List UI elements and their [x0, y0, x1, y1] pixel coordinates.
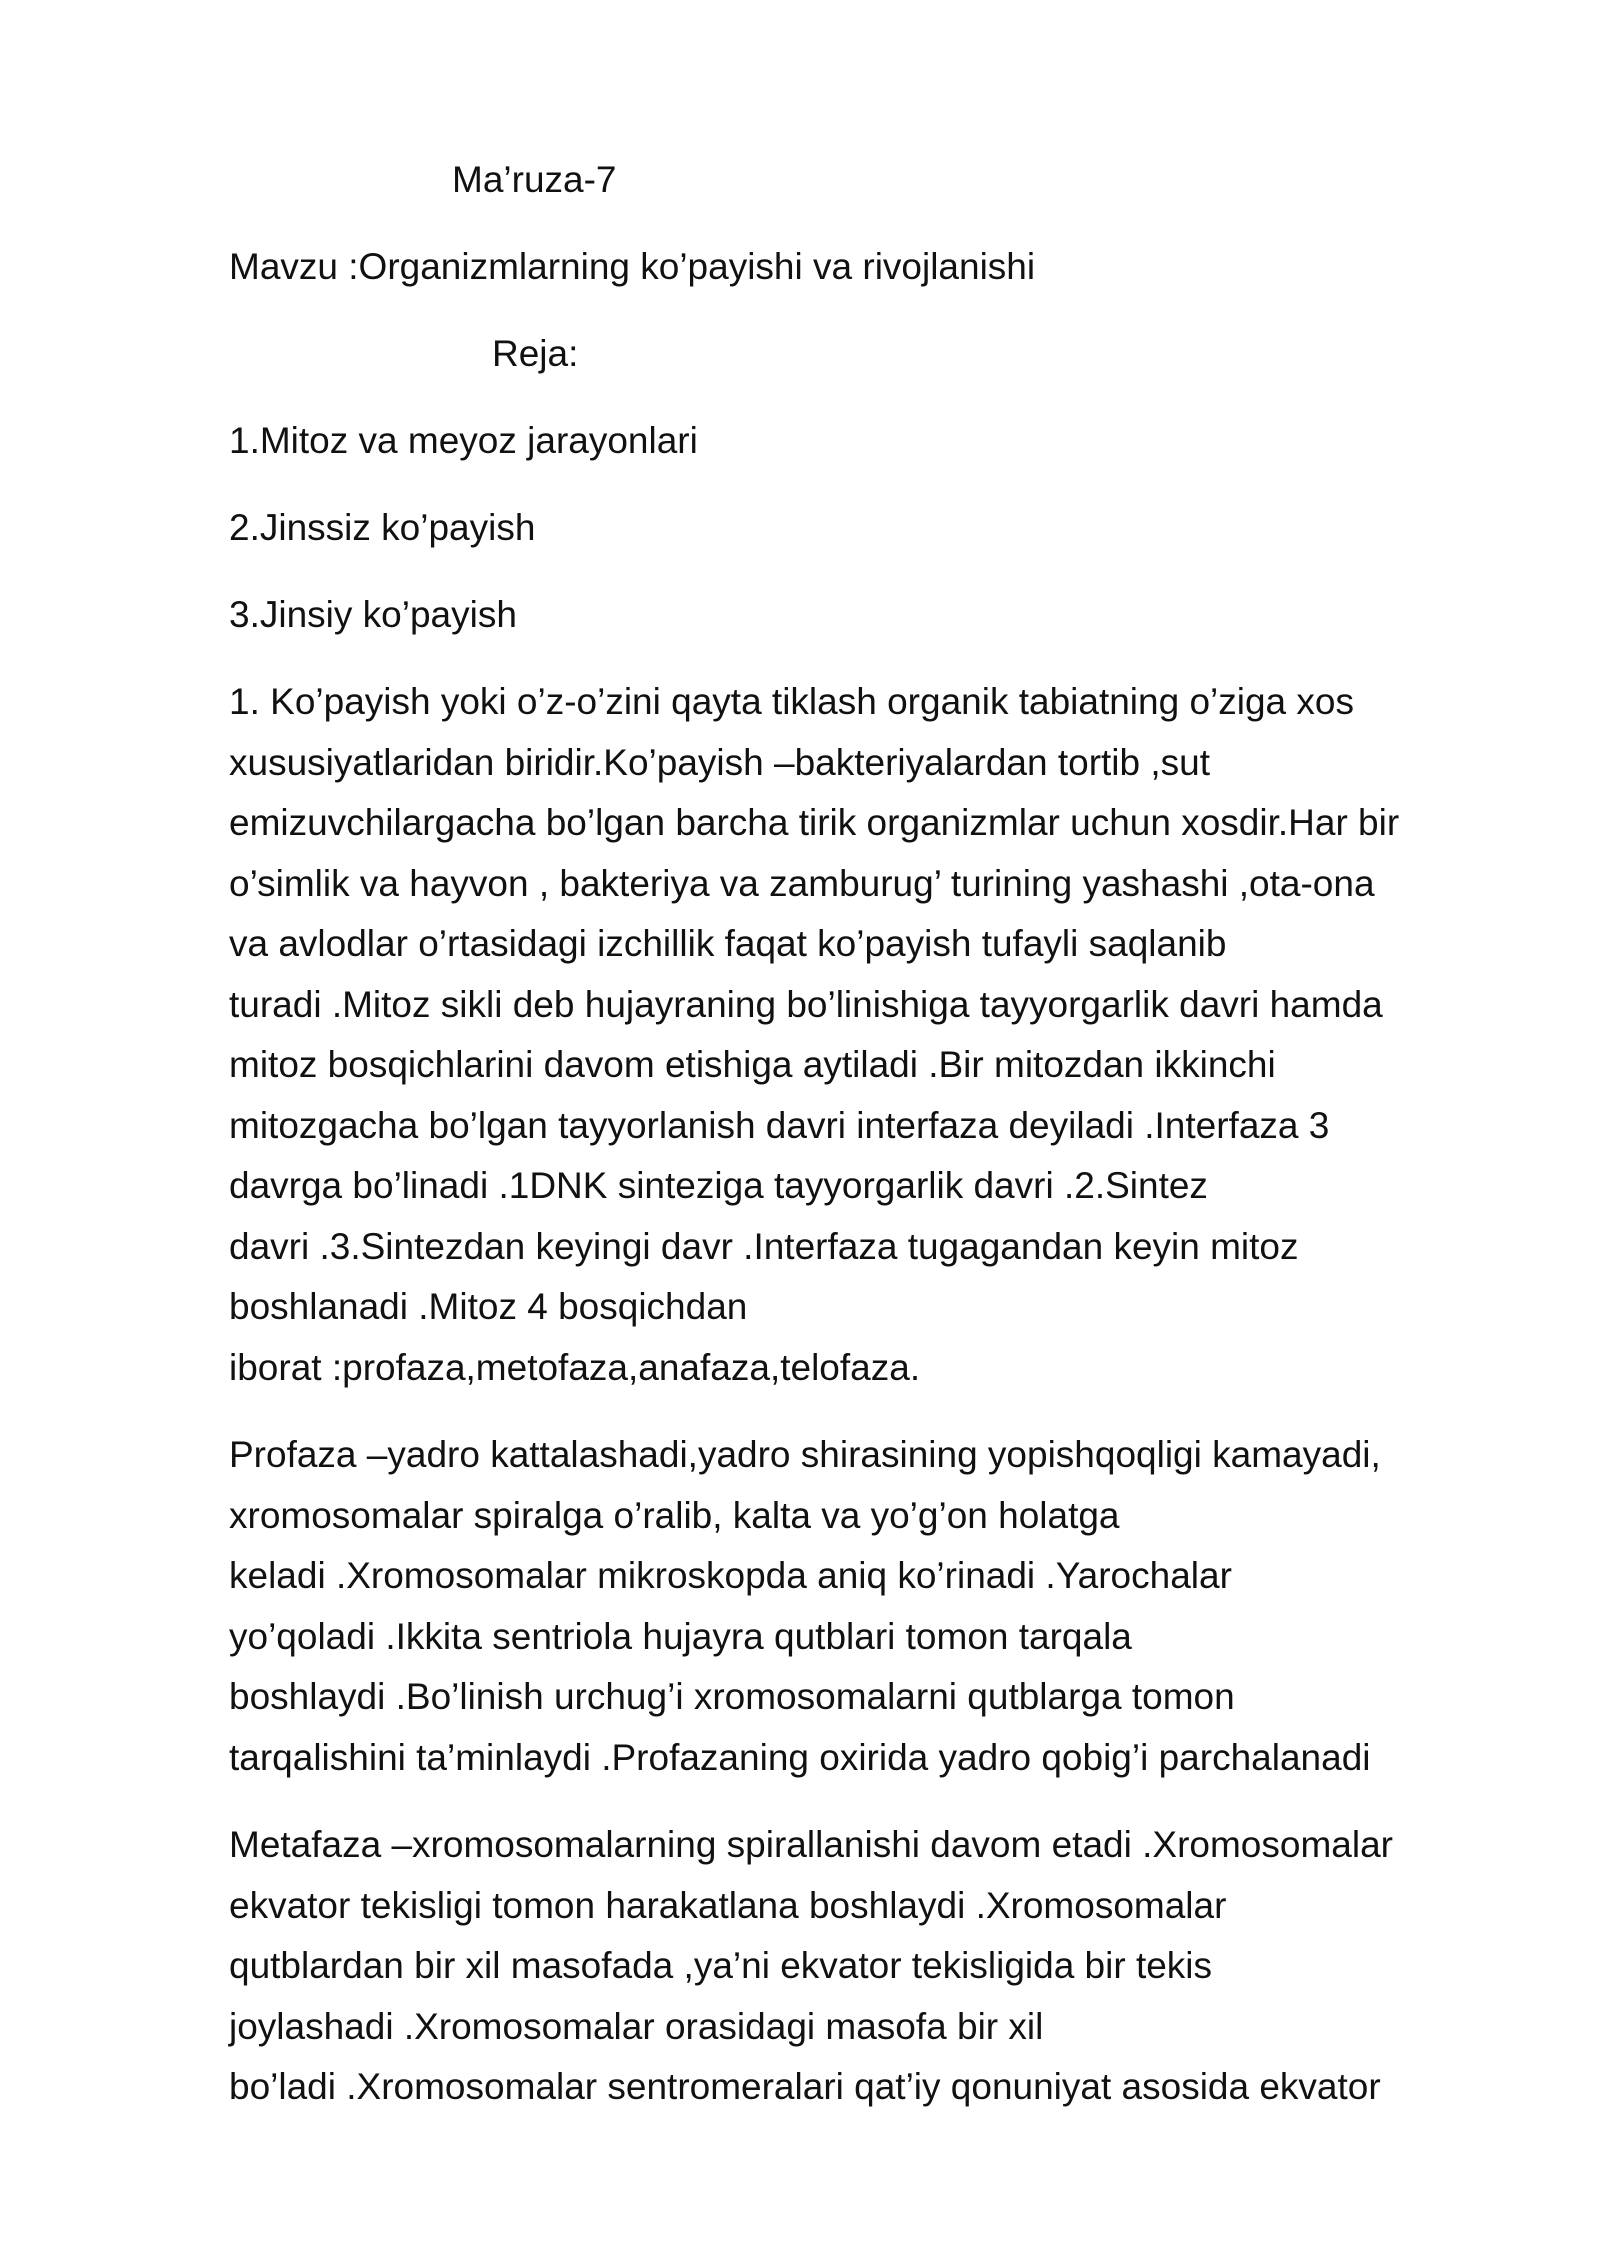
paragraph-line: mitozgacha bo’lgan tayyorlanish davri interfaza deyiladi .Interfaza 3	[229, 1104, 1330, 1146]
paragraph-line: yo’qoladi .Ikkita sentriola hujayra qutblari tomon tarqala	[229, 1615, 1132, 1657]
paragraph-line: davrga bo’linadi .1DNK sinteziga tayyorgarlik davri .2.Sintez	[229, 1165, 1208, 1206]
paragraph-mitosis-intro	[229, 672, 1504, 1398]
paragraph-line: o’simlik va hayvon , bakteriya va zamburug’ turining yashashi ,ota-ona	[229, 862, 1375, 904]
paragraph-line: emizuvchilargacha bo’lgan barcha tirik organizmlar uchun xosdir.Har bir	[229, 802, 1400, 843]
topic-line: Mavzu :Organizmlarning ko’payishi va rivojlanishi	[229, 246, 1036, 287]
lecture-title: Ma’ruza-7	[452, 159, 617, 200]
paragraph-line: boshlaydi .Bo’linish urchug’i xromosomalarni qutblarga tomon	[229, 1676, 1235, 1717]
paragraph-line: boshlanadi .Mitoz 4 bosqichdan	[229, 1286, 748, 1327]
paragraph-line: Profaza –yadro kattalashadi,yadro shirasining yopishqoqligi kamayadi,	[229, 1434, 1381, 1475]
paragraph-metaphase	[229, 1815, 1504, 2118]
paragraph-line: keladi .Xromosomalar mikroskopda aniq ko’rinadi .Yarochalar	[229, 1555, 1232, 1596]
paragraph-line: turadi .Mitoz sikli deb hujayraning bo’linishiga tayyorgarlik davri hamda	[229, 983, 1383, 1025]
plan-item: 3.Jinsiy ko’payish	[229, 594, 517, 635]
paragraph-prophase	[229, 1425, 1504, 1788]
paragraph-line: bo’ladi .Xromosomalar sentromeralari qat’iy qonuniyat asosida ekvator	[229, 2066, 1381, 2107]
plan-item: 1.Mitoz va meyoz jarayonlari	[229, 420, 698, 461]
paragraph-line: mitoz bosqichlarini davom etishiga aytiladi .Bir mitozdan ikkinchi	[229, 1044, 1276, 1085]
paragraph-line: xususiyatlaridan biridir.Ko’payish –bakteriyalardan tortib ,sut	[229, 741, 1211, 783]
paragraph-line: tarqalishini ta’minlaydi .Profazaning oxirida yadro qobig’i parchalanadi	[229, 1736, 1371, 1778]
paragraph-line: Metafaza –xromosomalarning spirallanishi davom etadi .Xromosomalar	[229, 1824, 1393, 1865]
paragraph-line: 1. Ko’payish yoki o’z-o’zini qayta tiklash organik tabiatning o’ziga xos	[229, 681, 1354, 722]
paragraph-line: xromosomalar spiralga o’ralib, kalta va yo’g’on holatga	[229, 1494, 1120, 1536]
paragraph-line: ekvator tekisligi tomon harakatlana boshlaydi .Xromosomalar	[229, 1884, 1227, 1926]
paragraph-line: qutblardan bir xil masofada ,ya’ni ekvator tekisligida bir tekis	[229, 1945, 1213, 1986]
document-body	[229, 150, 1504, 2118]
plan-heading: Reja:	[492, 333, 579, 374]
paragraph-line: davri .3.Sintezdan keyingi davr .Interfaza tugagandan keyin mitoz	[229, 1225, 1299, 1267]
plan-item: 2.Jinssiz ko’payish	[229, 507, 536, 548]
paragraph-line: va avlodlar o’rtasidagi izchillik faqat ko’payish tufayli saqlanib	[229, 923, 1227, 964]
paragraph-line: joylashadi .Xromosomalar orasidagi masofa bir xil	[229, 2005, 1044, 2047]
paragraph-line: iborat :profaza,metofaza,anafaza,telofaza.	[229, 1346, 921, 1388]
